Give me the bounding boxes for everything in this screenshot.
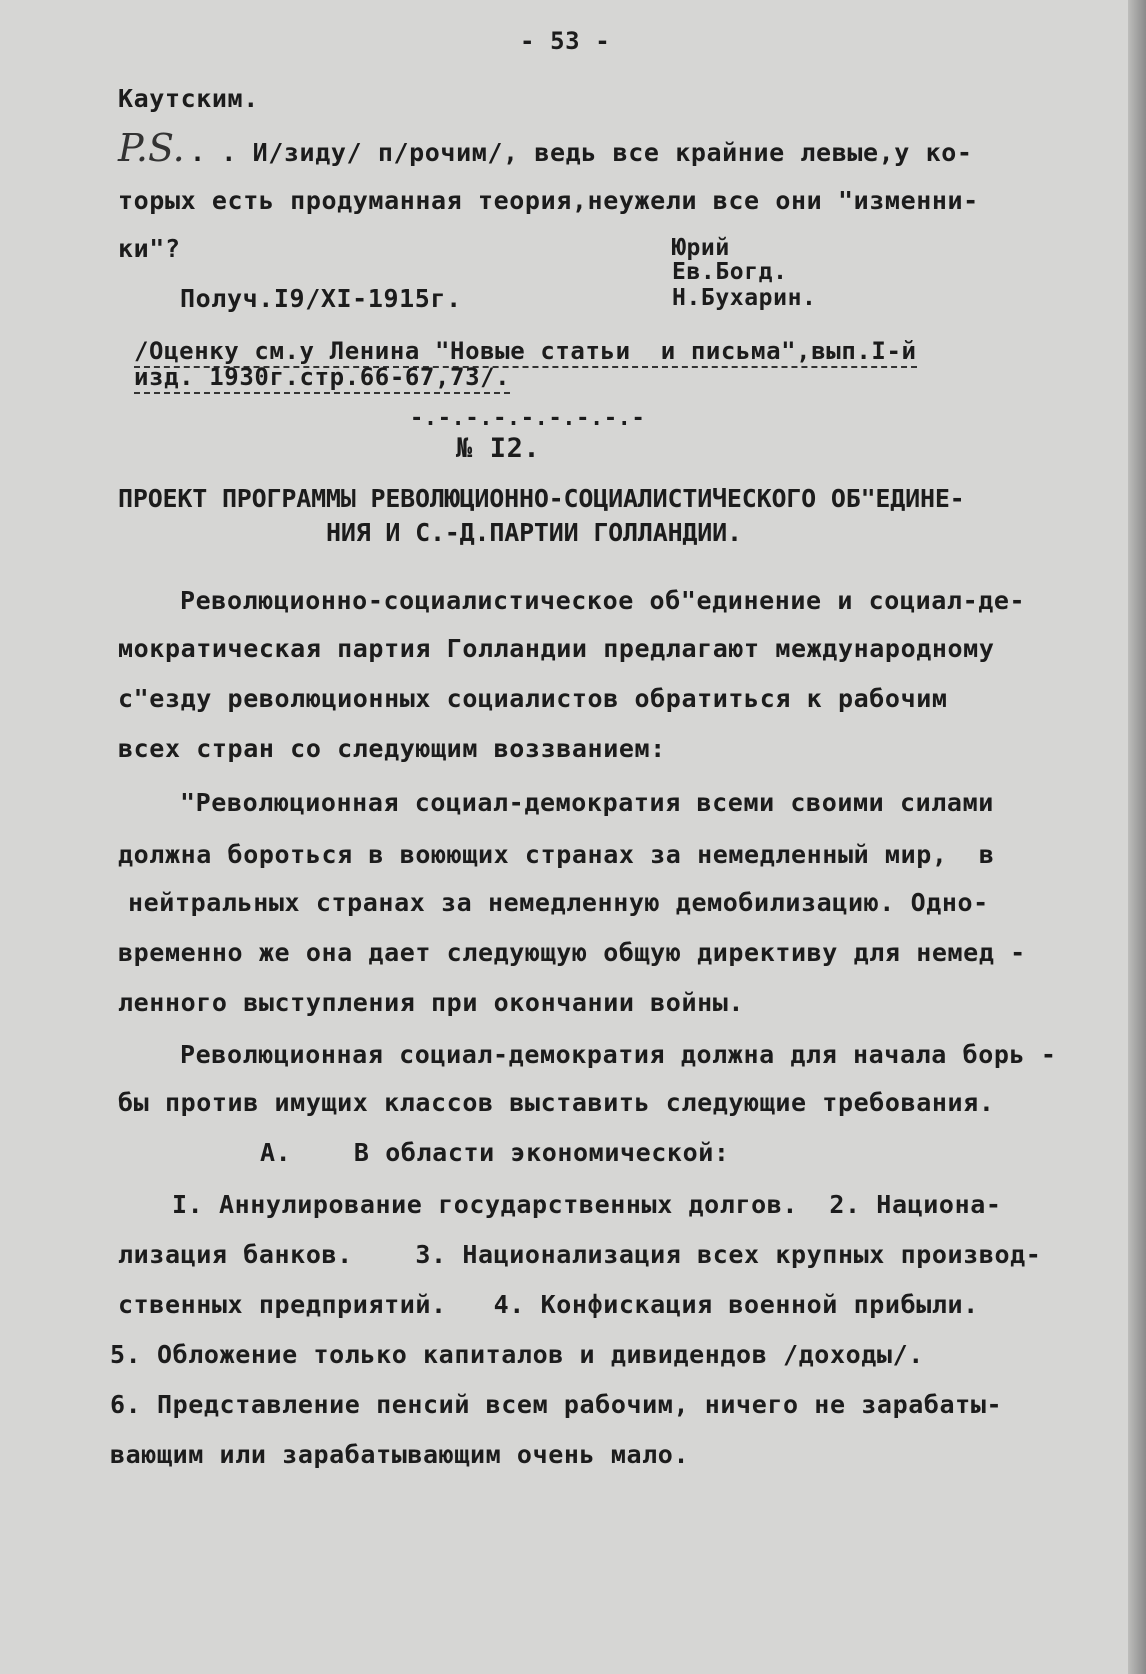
separator: -.-.-.-.-.-.-.-.- bbox=[410, 406, 646, 431]
body-line: должна бороться в воюющих странах за немедленный мир, в bbox=[118, 840, 995, 869]
section-heading: А. В области экономической: bbox=[260, 1138, 730, 1167]
body-line: нейтральных странах за немедленную демобилизацию. Одно- bbox=[128, 888, 989, 917]
note-line-text: /Оценку см.у Ленина "Новые статьи и письма",вып.I-й bbox=[134, 337, 917, 368]
signature-line: Ев.Богд. bbox=[672, 259, 788, 285]
signature-line: Н.Бухарин. bbox=[672, 285, 817, 311]
body-line: ленного выступления при окончании войны. bbox=[118, 988, 745, 1017]
body-line: I. Аннулирование государственных долгов. 2. Национа- bbox=[172, 1190, 1002, 1219]
body-line: вающим или зарабатывающим очень мало. bbox=[110, 1440, 690, 1469]
page-number: - 53 - bbox=[520, 27, 611, 55]
text-line: торых есть продуманная теория,неужели все они "изменни- bbox=[118, 186, 979, 215]
body-line: мократическая партия Голландии предлагают международному bbox=[118, 634, 995, 663]
received-date: Получ.I9/XI-1915г. bbox=[180, 284, 462, 313]
signature-line: Юрий bbox=[672, 235, 730, 261]
body-line: ственных предприятий. 4. Конфискация военной прибыли. bbox=[118, 1290, 979, 1319]
note-line-text: изд. 1930г.стр.66-67,73/. bbox=[134, 363, 510, 394]
body-line: "Революционная социал-демократия всеми своими силами bbox=[180, 788, 994, 817]
body-line: всех стран со следующим воззванием: bbox=[118, 734, 666, 763]
document-title: НИЯ И С.-Д.ПАРТИИ ГОЛЛАНДИИ. bbox=[326, 518, 742, 547]
text-line: . . И/зиду/ п/рочим/, ведь все крайние левые,у ко- bbox=[190, 138, 973, 167]
document-number: № I2. bbox=[456, 433, 541, 464]
note-line bbox=[134, 362, 510, 392]
ps-handwritten-mark: P.S. bbox=[118, 126, 185, 170]
body-line: Революционно-социалистическое об"единение и социал-де- bbox=[180, 586, 1026, 615]
body-line: лизация банков. 3. Национализация всех крупных производ- bbox=[118, 1240, 1042, 1269]
body-line: 6. Представление пенсий всем рабочим, ничего не зарабаты- bbox=[110, 1390, 1003, 1419]
body-line: бы против имущих классов выставить следующие требования. bbox=[118, 1088, 995, 1117]
body-line: временно же она дает следующую общую директиву для немед - bbox=[118, 938, 1026, 967]
body-line: Революционная социал-демократия должна для начала борь - bbox=[180, 1040, 1057, 1069]
body-line: с"езду революционных социалистов обратиться к рабочим bbox=[118, 684, 948, 713]
text-line: Каутским. bbox=[118, 84, 259, 113]
text-line: ки"? bbox=[118, 234, 181, 263]
document-title: ПРОЕКТ ПРОГРАММЫ РЕВОЛЮЦИОННО-СОЦИАЛИСТИЧЕСКОГО ОБ"ЕДИНЕ- bbox=[118, 484, 965, 513]
body-line: 5. Обложение только капиталов и дивидендов /доходы/. bbox=[110, 1340, 924, 1369]
